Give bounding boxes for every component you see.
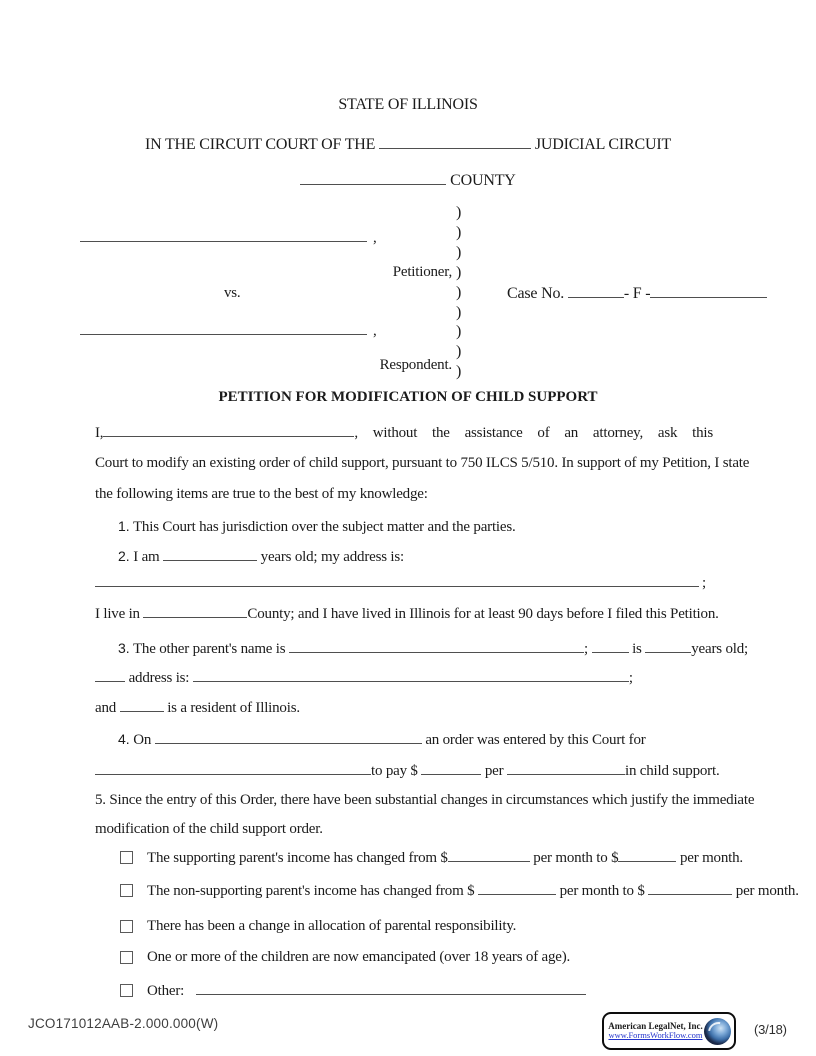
checkbox-row-supporting-income — [118, 848, 743, 867]
county-field[interactable] — [300, 171, 446, 185]
respondent-name-field[interactable] — [80, 321, 367, 335]
item-3-line-2 — [95, 664, 713, 693]
other-checkbox[interactable] — [120, 984, 133, 997]
other-label — [147, 981, 586, 1000]
supporting-income-checkbox[interactable] — [120, 851, 133, 864]
item-3-pre: The other parent's name is — [132, 641, 286, 657]
case-number-label: Case No. — [507, 285, 565, 302]
item-3-resident: is a resident of Illinois. — [167, 699, 300, 716]
document-number: JCO171012AAB-2.000.000(W) — [28, 1016, 219, 1031]
item-4-end: in child support. — [624, 763, 720, 779]
court-heading-suffix: JUDICIAL CIRCUIT — [534, 136, 672, 153]
supporting-income-label — [147, 848, 743, 867]
item-4-per: per — [484, 763, 504, 779]
other-parent-name-field[interactable] — [289, 639, 584, 653]
item-3-is: is — [632, 641, 642, 657]
case-number-field-2[interactable] — [650, 284, 767, 298]
item-4-mid: an order was entered by this Court for — [425, 732, 646, 748]
paren-glyph: ) — [456, 204, 462, 221]
paragraph-5-line-1: 5. Since the entry of this Order, there have been substantial changes in circumstances which justify the immediate — [95, 792, 755, 808]
item-4-number: 4. — [118, 731, 130, 747]
residency-county-field[interactable] — [143, 604, 247, 618]
paren-glyph: ) — [456, 283, 462, 301]
vs-label: vs. — [224, 285, 241, 301]
item-2-number: 2. — [118, 548, 130, 564]
case-number-separator: - F - — [623, 285, 651, 302]
nonsupporting-income-mid: per month to $ — [559, 883, 645, 899]
county-heading — [0, 171, 816, 190]
paragraph-5-line-2: modification of the child support order. — [95, 821, 323, 838]
paren-glyph: ) — [456, 363, 462, 381]
intro-i: I, — [95, 425, 104, 441]
nonsupporting-income-old-field[interactable] — [478, 881, 556, 895]
item-3-line-1 — [95, 634, 748, 664]
other-pre: Other: — [147, 983, 185, 999]
petitioner-label: Petitioner, — [392, 264, 452, 280]
item-4-line-1 — [95, 724, 713, 756]
paren-glyph: ) — [456, 223, 462, 241]
court-heading — [0, 135, 816, 154]
item-2-pre: I am — [133, 549, 160, 565]
residency-pre: I live in — [95, 606, 140, 622]
intro-line-3: the following items are true to the best of my knowledge: — [95, 485, 428, 502]
intro-line-1 — [95, 418, 713, 448]
globe-logo-icon — [704, 1018, 731, 1045]
item-1-text: This Court has jurisdiction over the subject matter and the parties. — [132, 519, 516, 535]
legalnet-badge — [602, 1012, 736, 1050]
item-2 — [95, 541, 736, 572]
other-parent-pronoun-field-1[interactable] — [592, 639, 629, 653]
item-3-address-label: address is: — [128, 670, 190, 687]
paren-glyph: ) — [456, 243, 462, 261]
state-heading: STATE OF ILLINOIS — [338, 96, 478, 113]
court-heading-prefix: IN THE CIRCUIT COURT OF THE — [144, 136, 376, 153]
judicial-circuit-field[interactable] — [379, 135, 531, 149]
other-parent-address-field[interactable] — [193, 668, 629, 682]
parental-responsibility-label: There has been a change in allocation of parental responsibility. — [147, 918, 517, 934]
item-3-and: and — [95, 699, 117, 716]
formsworkflow-link[interactable]: www.FormsWorkFlow.com — [608, 1030, 703, 1041]
form-title: PETITION FOR MODIFICATION OF CHILD SUPPORT — [218, 389, 598, 405]
item-3-number: 3. — [118, 640, 130, 656]
other-reason-field[interactable] — [196, 981, 586, 995]
paren-glyph: ) — [456, 343, 462, 361]
paren-glyph: ) — [456, 323, 462, 341]
petitioner-comma: , — [373, 230, 377, 246]
legalnet-company-name: American LegalNet, Inc. — [608, 1020, 703, 1031]
intro-paragraph — [95, 418, 750, 509]
checkbox-row-parental-responsibility — [118, 917, 738, 935]
nonsupporting-income-post: per month. — [735, 883, 799, 899]
support-period-field[interactable] — [507, 761, 625, 775]
age-field[interactable] — [163, 547, 257, 561]
support-amount-field[interactable] — [421, 761, 481, 775]
emancipated-checkbox[interactable] — [120, 951, 133, 964]
item-3-line-3 — [95, 694, 713, 723]
payer-name-field[interactable] — [95, 761, 371, 775]
order-date-field[interactable] — [155, 730, 422, 744]
intro-after-name: , without the assistance of an attorney, ask this — [354, 425, 713, 441]
address-field[interactable] — [95, 573, 699, 587]
supporting-income-new-field[interactable] — [618, 848, 676, 862]
supporting-income-post: per month. — [679, 850, 743, 866]
petitioner-self-name-field[interactable] — [103, 423, 354, 437]
other-parent-pronoun-field-2[interactable] — [95, 668, 125, 682]
paren-glyph: ) — [456, 303, 462, 321]
paragraph-5 — [95, 786, 755, 845]
case-number-line — [507, 284, 767, 303]
emancipated-label: One or more of the children are now emancipated (over 18 years of age). — [147, 949, 571, 965]
intro-line-2: Court to modify an existing order of child support, pursuant to 750 ILCS 5/510. In support of my Petition, I state — [95, 455, 750, 472]
case-caption — [0, 205, 816, 385]
paren-glyph: ) — [456, 263, 462, 281]
item-4-line-2 — [95, 756, 720, 787]
item-3 — [95, 634, 748, 723]
checkbox-row-emancipated — [118, 948, 738, 966]
supporting-income-pre: The supporting parent's income has changed from $ — [147, 850, 448, 866]
case-number-field-1[interactable] — [568, 284, 624, 298]
parental-responsibility-checkbox[interactable] — [120, 920, 133, 933]
item-1 — [95, 511, 736, 542]
respondent-comma: , — [373, 323, 377, 339]
petitioner-name-line — [80, 228, 377, 247]
checkbox-row-other — [118, 981, 738, 1000]
item-4 — [95, 724, 720, 787]
county-heading-suffix: COUNTY — [450, 172, 516, 189]
checkbox-row-nonsupporting-income — [118, 881, 799, 900]
revision-date: (3/18) — [754, 1022, 787, 1037]
item-4-pay: to pay $ — [371, 763, 418, 779]
item-3-semi1: ; — [583, 641, 588, 657]
nonsupporting-income-pre: The non-supporting parent's income has changed from $ — [147, 883, 475, 899]
item-2-post: years old; my address is: — [260, 549, 404, 565]
address-semicolon: ; — [702, 575, 706, 591]
item-1-number: 1. — [118, 518, 130, 534]
petitioner-name-field[interactable] — [80, 228, 367, 242]
residency-line — [95, 599, 719, 629]
legalnet-badge-text — [607, 1021, 704, 1041]
supporting-income-mid: per month to $ — [533, 850, 619, 866]
respondent-name-line — [80, 321, 377, 340]
caption-paren-column — [456, 203, 461, 382]
item-3-line2-semi: ; — [628, 670, 633, 687]
address-line — [95, 573, 713, 592]
item-4-on: On — [133, 732, 152, 748]
nonsupporting-income-label — [147, 881, 799, 900]
supporting-income-old-field[interactable] — [448, 848, 530, 862]
item-3-years: years old; — [691, 641, 748, 657]
nonsupporting-income-checkbox[interactable] — [120, 884, 133, 897]
other-parent-age-field[interactable] — [645, 639, 691, 653]
residency-post: County; and I have lived in Illinois for at least 90 days before I filed this Petition. — [247, 606, 719, 622]
nonsupporting-income-new-field[interactable] — [648, 881, 732, 895]
other-parent-pronoun-field-3[interactable] — [120, 698, 164, 712]
respondent-label: Respondent. — [379, 357, 452, 373]
